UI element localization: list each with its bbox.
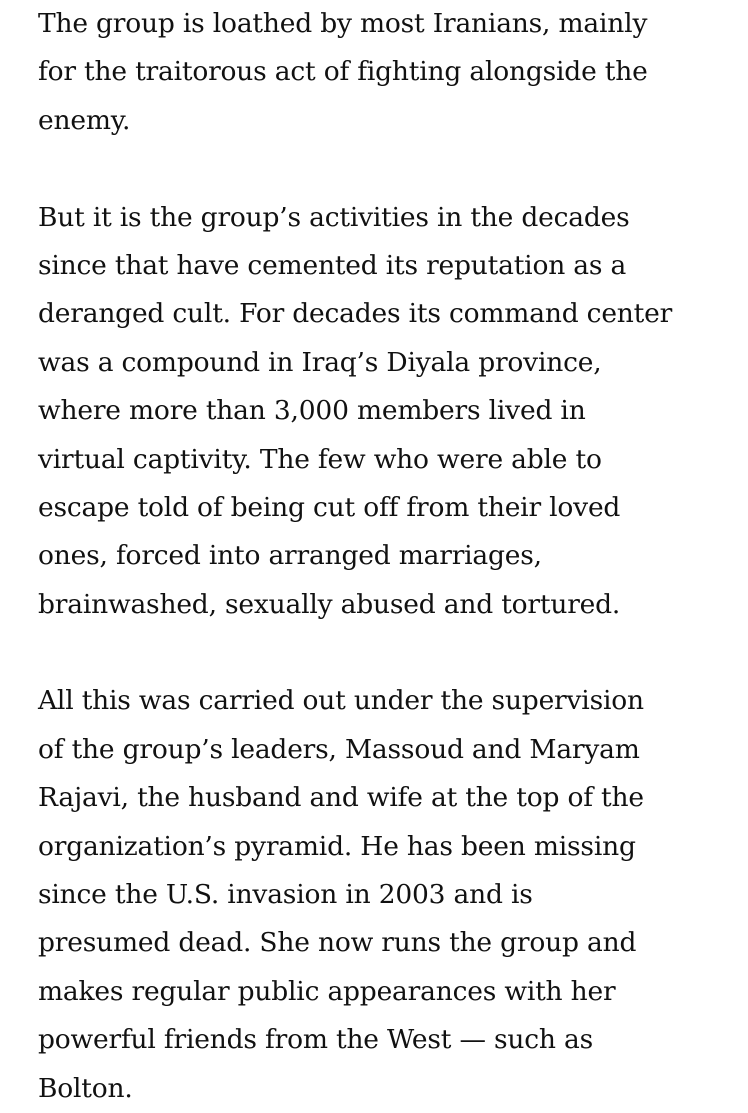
paragraph-spacer bbox=[38, 145, 738, 193]
paragraph-line: organization’s pyramid. He has been missing bbox=[38, 830, 636, 862]
paragraph-line: But it is the group’s activities in the decades bbox=[38, 201, 630, 233]
paragraph-spacer bbox=[38, 629, 738, 677]
paragraph-line: The group is loathed by most Iranians, mainly bbox=[38, 8, 648, 39]
paragraph-line: makes regular public appearances with her bbox=[38, 975, 616, 1007]
paragraph-line: since the U.S. invasion in 2003 and is bbox=[38, 879, 533, 911]
paragraph-2 bbox=[38, 194, 738, 630]
article-body bbox=[38, 0, 738, 1113]
paragraph-1 bbox=[38, 0, 738, 145]
paragraph-line: ones, forced into arranged marriages, bbox=[38, 540, 542, 572]
paragraph-line: powerful friends from the West — such as bbox=[38, 1024, 593, 1056]
paragraph-line: was a compound in Iraq’s Diyala province, bbox=[38, 346, 602, 378]
paragraph-line: virtual captivity. The few who were able to bbox=[38, 443, 602, 475]
paragraph-line: brainwashed, sexually abused and tortured. bbox=[38, 588, 621, 620]
paragraph-line: for the traitorous act of fighting alongside the bbox=[38, 56, 648, 88]
paragraph-line: escape told of being cut off from their loved bbox=[38, 491, 621, 523]
paragraph-line: Bolton. bbox=[38, 1072, 133, 1104]
paragraph-line: All this was carried out under the supervision bbox=[38, 685, 644, 717]
paragraph-line: of the group’s leaders, Massoud and Maryam bbox=[38, 733, 640, 765]
paragraph-3 bbox=[38, 677, 738, 1113]
paragraph-line: deranged cult. For decades its command center bbox=[38, 298, 673, 330]
paragraph-line: presumed dead. She now runs the group and bbox=[38, 927, 637, 959]
paragraph-line: since that have cemented its reputation as a bbox=[38, 249, 627, 281]
paragraph-line: enemy. bbox=[38, 104, 131, 136]
paragraph-line: Rajavi, the husband and wife at the top of the bbox=[38, 782, 644, 814]
paragraph-line: where more than 3,000 members lived in bbox=[38, 395, 586, 427]
